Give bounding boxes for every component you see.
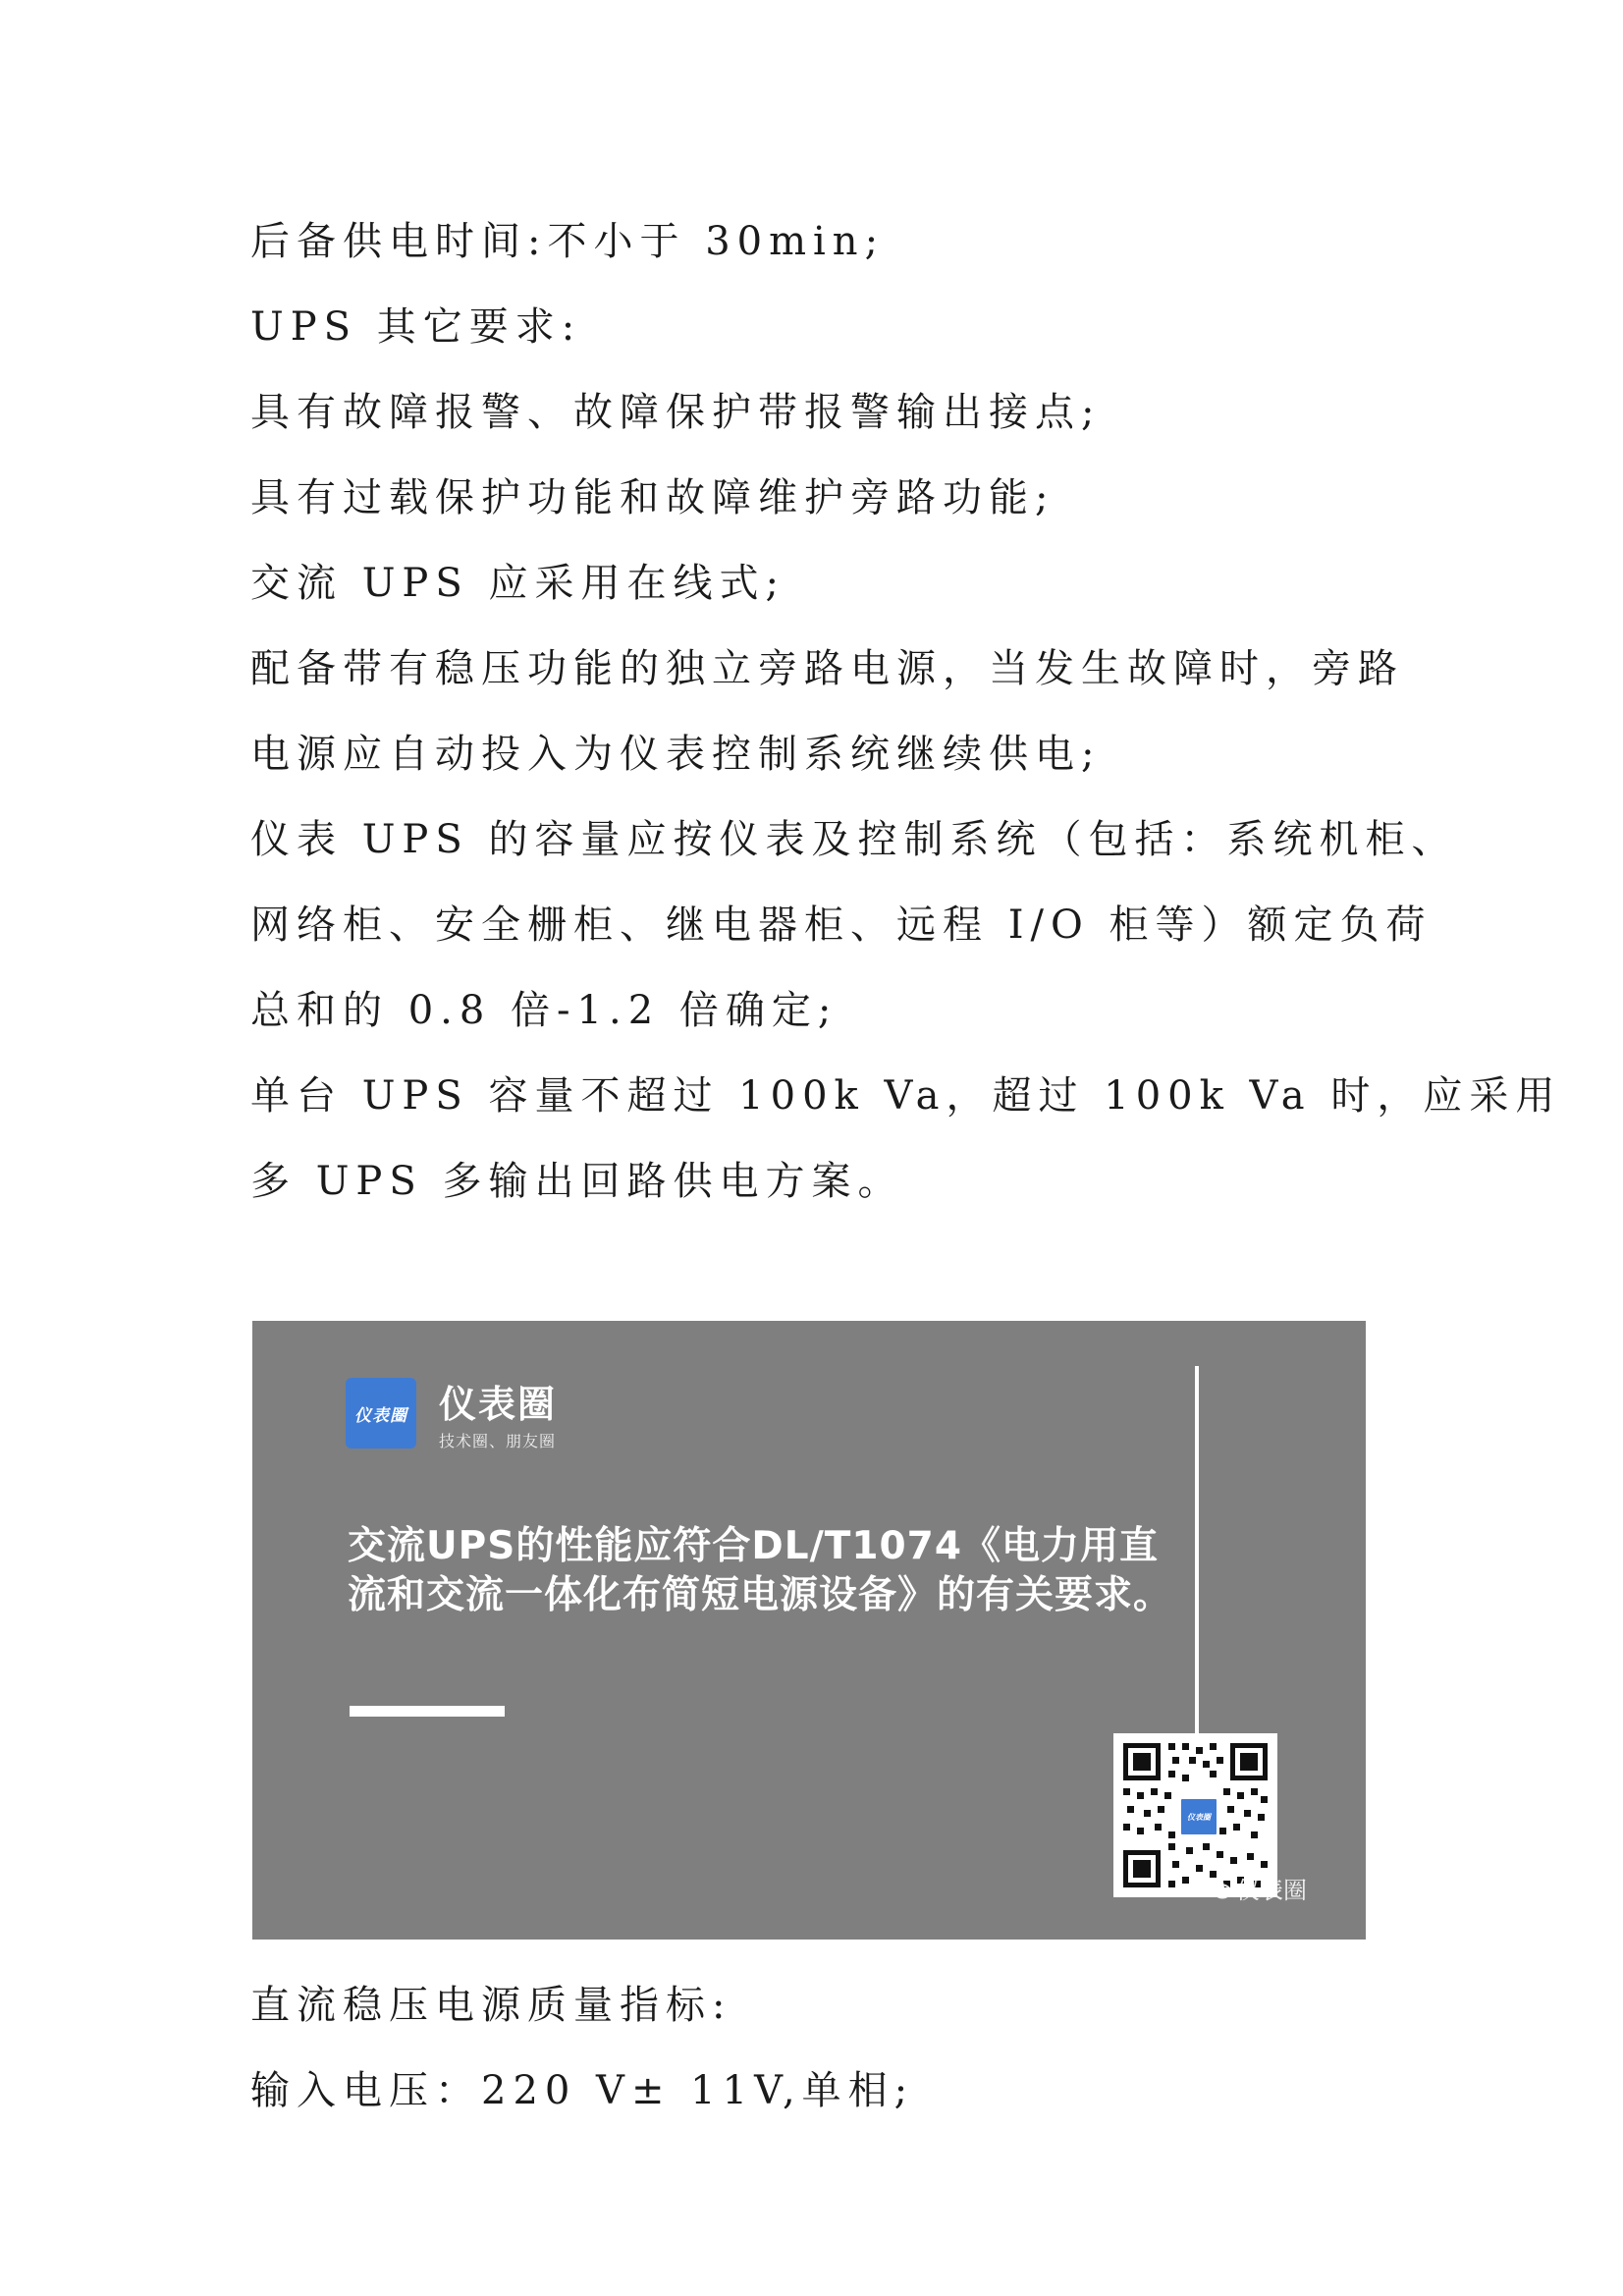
text-line: 网络柜、安全栅柜、继电器柜、远程 I/O 柜等）额定负荷 — [250, 902, 1433, 948]
top-paragraphs — [250, 199, 1562, 1225]
promo-banner — [252, 1321, 1366, 1940]
text-line: UPS 其它要求: — [250, 304, 582, 350]
text-line: 具有故障报警、故障保护带报警输出接点; — [250, 390, 1102, 435]
text-line: 电源应自动投入为仪表控制系统继续供电; — [250, 732, 1102, 777]
brand-name: 仪表圈 — [439, 1383, 558, 1426]
text-line: 后备供电时间:不小于 30min; — [250, 219, 886, 264]
banner-title: 交流UPS的性能应符合DL/T1074《电力用直流和交流一体化布简短电源设备》的有关要求。 — [348, 1524, 1173, 1617]
text-line: 具有过载保护功能和故障维护旁路功能; — [250, 475, 1055, 520]
text-line: 输入电压：220 V± 11V,单相; — [250, 2068, 915, 2113]
text-line: 配备带有稳压功能的独立旁路电源，当发生故障时，旁路 — [250, 646, 1404, 691]
text-line: 总和的 0.8 倍-1.2 倍确定; — [250, 988, 839, 1033]
brand-tagline: 技术圈、朋友圈 — [439, 1432, 557, 1450]
vertical-divider — [1195, 1366, 1199, 1769]
watermark-text: 仪表圈 — [1236, 1877, 1307, 1904]
brand-logo: 仪表圈 — [346, 1378, 416, 1449]
title-underline — [350, 1706, 505, 1717]
text-line: 交流 UPS 应采用在线式; — [250, 561, 785, 606]
text-line: 仪表 UPS 的容量应按仪表及控制系统（包括：系统机柜、 — [250, 817, 1458, 862]
text-line: 单台 UPS 容量不超过 100k Va，超过 100k Va 时，应采用 — [250, 1073, 1562, 1119]
watermark — [1203, 1871, 1307, 1905]
text-line: 多 UPS 多输出回路供电方案。 — [250, 1159, 904, 1204]
bottom-paragraphs — [250, 1963, 1389, 2134]
text-line: 直流稳压电源质量指标: — [250, 1983, 732, 2028]
qr-center-logo: 仪表圈 — [1178, 1796, 1219, 1837]
wechat-icon — [1203, 1877, 1232, 1900]
